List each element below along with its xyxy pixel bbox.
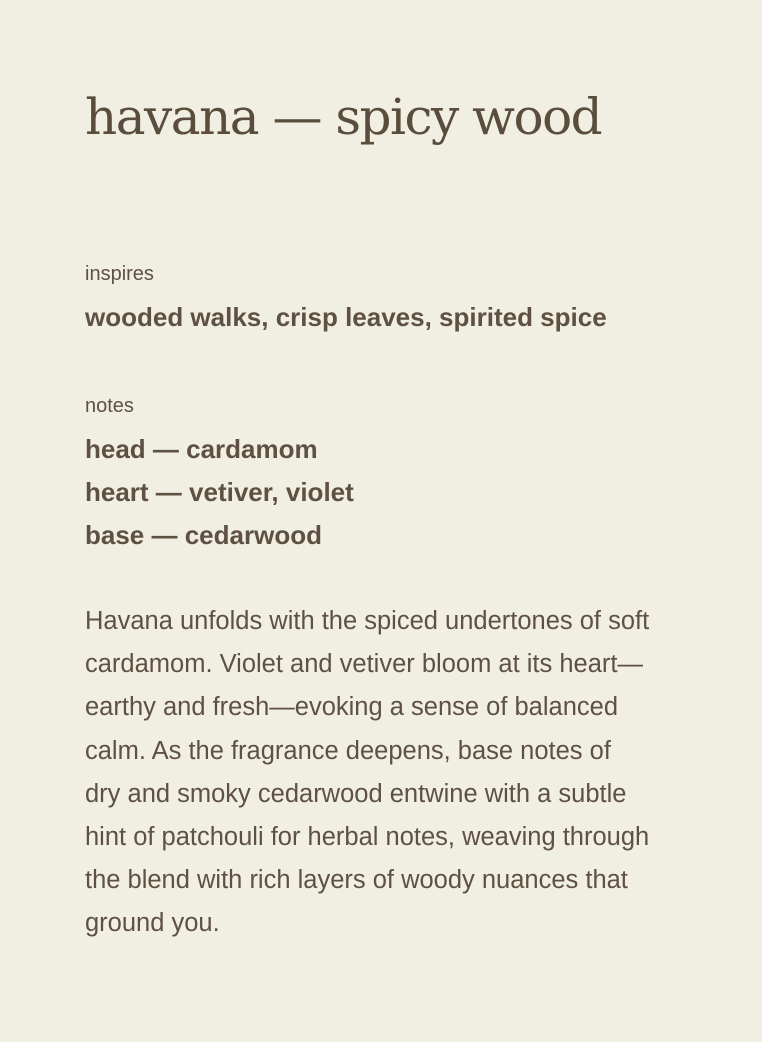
description-line: calm. As the fragrance deepens, base notes of bbox=[85, 736, 611, 765]
description-line: dry and smoky cedarwood entwine with a subtle bbox=[85, 779, 627, 808]
description-line: the blend with rich layers of woody nuances that bbox=[85, 866, 628, 895]
description-line: earthy and fresh—evoking a sense of balanced bbox=[85, 693, 619, 722]
inspires-value: wooded walks, crisp leaves, spirited spice bbox=[85, 302, 607, 332]
base-note: base — cedarwood bbox=[85, 520, 322, 550]
product-description bbox=[85, 600, 695, 946]
product-title: havana — spicy wood bbox=[85, 88, 602, 146]
notes-label: notes bbox=[85, 395, 134, 417]
description-line: Havana unfolds with the spiced undertones of soft bbox=[85, 607, 650, 635]
description-line: hint of patchouli for herbal notes, weaving through bbox=[85, 823, 650, 852]
heart-note: heart — vetiver, violet bbox=[85, 477, 354, 507]
inspires-label: inspires bbox=[85, 263, 154, 285]
description-line: cardamom. Violet and vetiver bloom at its heart— bbox=[85, 650, 643, 679]
head-note: head — cardamom bbox=[85, 434, 318, 464]
description-line: ground you. bbox=[85, 909, 220, 938]
